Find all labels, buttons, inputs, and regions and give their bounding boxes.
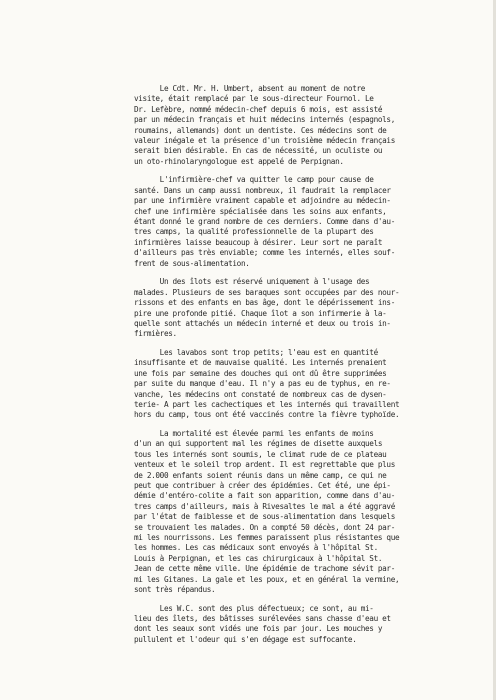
text-line: étant donné le grand nombre de ces derniers. Comme dans d'au- <box>134 217 395 227</box>
text-line: insuffisante et de mauvaise qualité. Les internés prenaient <box>134 358 387 368</box>
text-line: mi les Gitanes. La gale et les poux, et en général la vermine, <box>134 574 400 584</box>
text-line: quelle sont attachés un médecin interné et deux ou trois in- <box>134 318 391 328</box>
text-line: serait bien désirable. En cas de nécessité, un oculiste ou <box>134 146 383 156</box>
text-line: Les lavabos sont trop petits; l'eau est en quantité <box>134 347 378 357</box>
text-line: par un médecin français et huit médecins internés (espagnols, <box>134 115 395 125</box>
text-line: rissons et des enfants en bas âge, dont le dépérissement ins- <box>134 298 395 308</box>
text-line: peut que contribuer à créer des épidémies. Cet été, une épi- <box>134 480 391 490</box>
text-line: par suite du manque d'eau. Il n'y a pas eu de typhus, en re- <box>134 379 391 389</box>
text-line: L'infirmière-chef va quitter le camp pour cause de <box>134 175 374 185</box>
text-line: infirmières laisse beaucoup à désirer. Leur sort ne paraît <box>134 237 383 247</box>
text-line: valeur inégale et la présence d'un troisième médecin français <box>134 136 395 146</box>
text-line: de 2.000 enfants soient réunis dans un même camp, ce qui ne <box>134 470 387 480</box>
text-line: pullulent et l'odeur qui s'en dégage est suffocante. <box>134 634 357 644</box>
text-line: venteux et le soleil trop ardent. Il est regrettable que plus <box>134 460 395 470</box>
text-line: roumains, allemands) dont un dentiste. Ces médecins sont de <box>134 125 387 135</box>
text-line: dont les seaux sont vidés une fois par jour. Les mouches y <box>134 624 383 634</box>
text-line: mi les nourrissons. Les femmes paraissent plus résistantes que <box>134 533 400 542</box>
text-line: vanche, les médecins ont constaté de nombreux cas de dysen- <box>134 389 387 399</box>
text-line: une fois par semaine des douches qui ont dû être supprimées <box>134 368 387 378</box>
text-line: pire une profonde pitié. Chaque îlot a son infirmerie à la- <box>134 308 387 318</box>
text-line: sont très répandus. <box>134 585 216 595</box>
text-line: malades. Plusieurs de ses baraques sont occupées par des nour- <box>134 287 400 297</box>
text-line: santé. Dans un camp aussi nombreux, il faudrait la remplacer <box>134 185 391 195</box>
text-line: Louis à Perpignan, et les cas chirurgicaux à l'hôpital St. <box>134 553 383 563</box>
text-line: firmières. <box>134 329 177 339</box>
text-line: terie- A part les cachectiques et les internés qui travaillent <box>134 399 400 409</box>
document-body <box>134 84 466 653</box>
text-line: visite, était remplacé par le sous-directeur Fournol. Le <box>134 94 374 104</box>
text-line: d'un an qui supportent mal les régimes de disette auxquels <box>134 439 383 449</box>
text-line: tous les internés sont soumis, le climat rude de ce plateau <box>134 449 387 459</box>
text-line: par une infirmière vraiment capable et adjoindre au médecin- <box>134 196 391 206</box>
text-line: Les W.C. sont des plus défectueux; ce sont, au mi- <box>134 603 374 613</box>
paragraph <box>134 84 466 167</box>
paragraph <box>134 175 466 269</box>
paragraph <box>134 348 466 421</box>
paragraph <box>134 604 466 646</box>
text-line: tres camps d'ailleurs, mais à Rivesaltes le mal a été aggravé <box>134 501 395 511</box>
text-line: Le Cdt. Mr. H. Umbert, absent au moment de notre <box>134 84 366 93</box>
text-line: Un des îlots est réservé uniquement à l'usage des <box>134 277 370 287</box>
text-line: démie d'entéro-colite a fait son apparition, comme dans d'au- <box>134 491 395 501</box>
text-line: d'ailleurs pas très enviable; comme les internés, elles souf- <box>134 248 395 258</box>
text-line: chef une infirmière spécialisée dans les soins aux enfants, <box>134 206 387 216</box>
text-line: frent de sous-alimentation. <box>134 258 250 268</box>
text-line: Dr. Lefèbre, nommé médecin-chef depuis 6 mois, est assisté <box>134 104 383 114</box>
text-line: se trouvaient les malades. On a compté 50 décès, dont 24 par- <box>134 522 395 532</box>
paragraph <box>134 429 466 596</box>
text-line: par l'état de faiblesse et de sous-alimentation dans lesquels <box>134 512 395 522</box>
text-line: lieu des îlets, des bâtisses surélevées sans chasse d'eau et <box>134 614 391 624</box>
text-line: hors du camp, tous ont été vaccinés contre la fièvre typhoïde. <box>134 410 400 420</box>
text-line: La mortalité est élevée parmi les enfants de moins <box>134 428 374 438</box>
paragraph <box>134 277 466 339</box>
text-line: les hommes. Les cas médicaux sont envoyés à l'hôpital St. <box>134 543 378 553</box>
text-line: tres camps, la qualité professionnelle de la plupart des <box>134 227 374 237</box>
text-line: un oto-rhinolaryngologue est appelé de Perpignan. <box>134 156 344 166</box>
text-line: Jean de cette même ville. Une épidémie de trachome sévit par- <box>134 564 395 574</box>
